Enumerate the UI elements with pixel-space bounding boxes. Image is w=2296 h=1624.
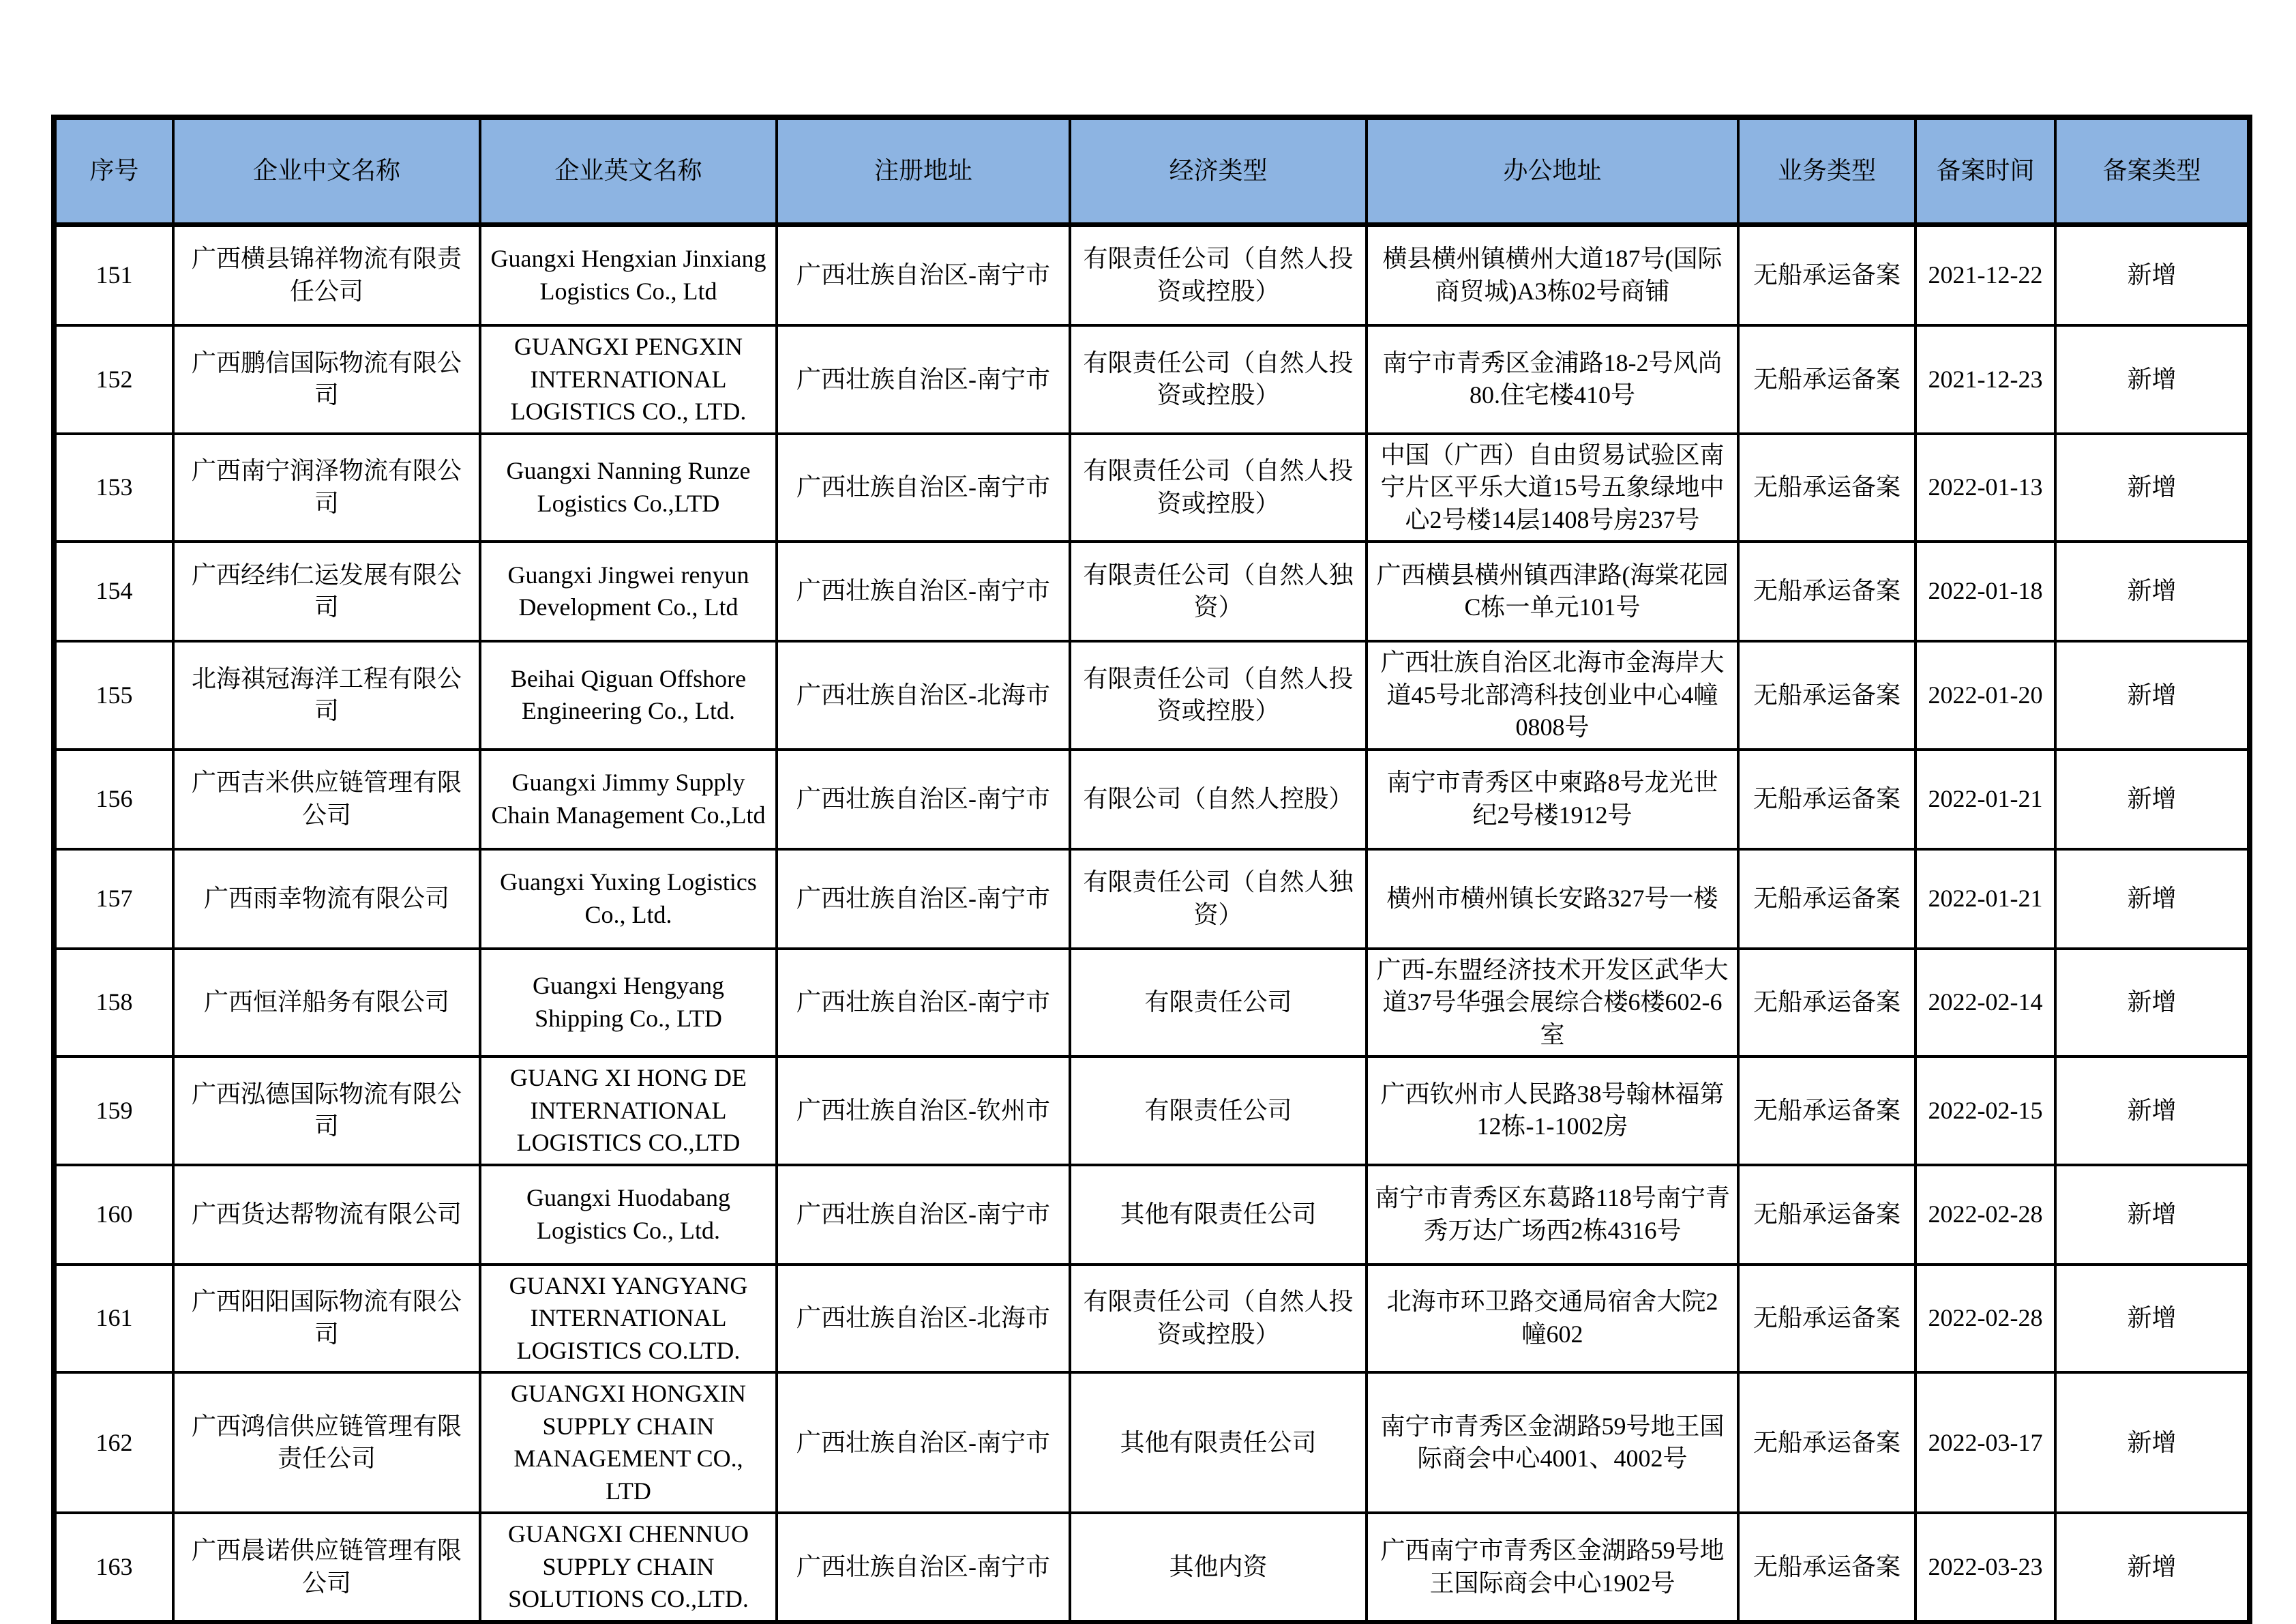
cell-filing-date: 2022-01-21 <box>1915 750 2055 849</box>
cell-company-cn-name: 广西经纬仁运发展有限公司 <box>173 542 480 641</box>
cell-filing-date: 2021-12-23 <box>1915 325 2055 434</box>
cell-office-address: 广西南宁市青秀区金湖路59号地王国际商会中心1902号 <box>1367 1513 1738 1623</box>
cell-filing-type: 新增 <box>2055 641 2250 750</box>
cell-office-address: 南宁市青秀区中柬路8号龙光世纪2号楼1912号 <box>1367 750 1738 849</box>
cell-serial-number: 156 <box>54 750 173 849</box>
cell-company-en-name: GUANGXI HONGXIN SUPPLY CHAIN MANAGEMENT CO., LTD <box>480 1372 777 1513</box>
cell-business-type: 无船承运备案 <box>1738 325 1915 434</box>
cell-company-cn-name: 广西恒洋船务有限公司 <box>173 949 480 1057</box>
cell-office-address: 南宁市青秀区金浦路18-2号风尚80.住宅楼410号 <box>1367 325 1738 434</box>
cell-economic-type: 有限责任公司 <box>1070 949 1367 1057</box>
cell-economic-type: 有限责任公司（自然人投资或控股） <box>1070 434 1367 542</box>
table-row <box>54 1513 2250 1623</box>
cell-filing-type: 新增 <box>2055 1265 2250 1373</box>
cell-filing-date: 2022-01-18 <box>1915 542 2055 641</box>
cell-registered-address: 广西壮族自治区-南宁市 <box>777 1165 1070 1265</box>
cell-economic-type: 有限公司（自然人控股） <box>1070 750 1367 849</box>
cell-filing-type: 新增 <box>2055 949 2250 1057</box>
cell-company-en-name: Guangxi Hengxian Jinxiang Logistics Co., Ltd <box>480 225 777 326</box>
cell-company-en-name: Guangxi Nanning Runze Logistics Co.,LTD <box>480 434 777 542</box>
cell-office-address: 南宁市青秀区金湖路59号地王国际商会中心4001、4002号 <box>1367 1372 1738 1513</box>
header-office-address: 办公地址 <box>1367 117 1738 225</box>
cell-company-cn-name: 北海祺冠海洋工程有限公司 <box>173 641 480 750</box>
header-company-cn-name: 企业中文名称 <box>173 117 480 225</box>
table-row <box>54 434 2250 542</box>
header-registered-address: 注册地址 <box>777 117 1070 225</box>
cell-serial-number: 160 <box>54 1165 173 1265</box>
cell-filing-type: 新增 <box>2055 325 2250 434</box>
table-row <box>54 849 2250 949</box>
header-economic-type: 经济类型 <box>1070 117 1367 225</box>
cell-registered-address: 广西壮族自治区-南宁市 <box>777 1372 1070 1513</box>
company-filing-table <box>51 115 2252 1624</box>
cell-company-cn-name: 广西南宁润泽物流有限公司 <box>173 434 480 542</box>
cell-business-type: 无船承运备案 <box>1738 849 1915 949</box>
cell-company-cn-name: 广西鹏信国际物流有限公司 <box>173 325 480 434</box>
cell-filing-date: 2022-03-17 <box>1915 1372 2055 1513</box>
cell-filing-type: 新增 <box>2055 542 2250 641</box>
cell-serial-number: 157 <box>54 849 173 949</box>
cell-serial-number: 163 <box>54 1513 173 1623</box>
cell-registered-address: 广西壮族自治区-南宁市 <box>777 849 1070 949</box>
cell-business-type: 无船承运备案 <box>1738 1513 1915 1623</box>
cell-office-address: 横县横州镇横州大道187号(国际商贸城)A3栋02号商铺 <box>1367 225 1738 326</box>
table-body <box>54 225 2250 1623</box>
cell-company-cn-name: 广西吉米供应链管理有限公司 <box>173 750 480 849</box>
cell-filing-type: 新增 <box>2055 849 2250 949</box>
cell-economic-type: 有限责任公司（自然人投资或控股） <box>1070 225 1367 326</box>
cell-filing-type: 新增 <box>2055 1165 2250 1265</box>
header-serial-number: 序号 <box>54 117 173 225</box>
cell-economic-type: 有限责任公司（自然人投资或控股） <box>1070 1265 1367 1373</box>
cell-filing-date: 2022-01-20 <box>1915 641 2055 750</box>
cell-serial-number: 154 <box>54 542 173 641</box>
table-row <box>54 1372 2250 1513</box>
cell-business-type: 无船承运备案 <box>1738 750 1915 849</box>
cell-company-en-name: Guangxi Yuxing Logistics Co., Ltd. <box>480 849 777 949</box>
cell-company-cn-name: 广西阳阳国际物流有限公司 <box>173 1265 480 1373</box>
cell-company-en-name: GUANXI YANGYANG INTERNATIONAL LOGISTICS CO.LTD. <box>480 1265 777 1373</box>
cell-office-address: 北海市环卫路交通局宿舍大院2幢602 <box>1367 1265 1738 1373</box>
cell-filing-date: 2022-01-21 <box>1915 849 2055 949</box>
cell-business-type: 无船承运备案 <box>1738 1372 1915 1513</box>
cell-filing-type: 新增 <box>2055 225 2250 326</box>
cell-serial-number: 161 <box>54 1265 173 1373</box>
cell-economic-type: 有限责任公司（自然人投资或控股） <box>1070 325 1367 434</box>
cell-economic-type: 其他内资 <box>1070 1513 1367 1623</box>
cell-filing-type: 新增 <box>2055 1057 2250 1165</box>
cell-business-type: 无船承运备案 <box>1738 1165 1915 1265</box>
cell-company-cn-name: 广西泓德国际物流有限公司 <box>173 1057 480 1165</box>
cell-filing-type: 新增 <box>2055 750 2250 849</box>
cell-company-cn-name: 广西横县锦祥物流有限责任公司 <box>173 225 480 326</box>
cell-serial-number: 158 <box>54 949 173 1057</box>
cell-economic-type: 有限责任公司（自然人独资） <box>1070 849 1367 949</box>
cell-registered-address: 广西壮族自治区-南宁市 <box>777 325 1070 434</box>
cell-company-cn-name: 广西雨幸物流有限公司 <box>173 849 480 949</box>
cell-filing-date: 2022-02-14 <box>1915 949 2055 1057</box>
cell-company-en-name: GUANG XI HONG DE INTERNATIONAL LOGISTICS CO.,LTD <box>480 1057 777 1165</box>
cell-filing-date: 2022-02-15 <box>1915 1057 2055 1165</box>
cell-business-type: 无船承运备案 <box>1738 641 1915 750</box>
cell-office-address: 南宁市青秀区东葛路118号南宁青秀万达广场西2栋4316号 <box>1367 1165 1738 1265</box>
cell-office-address: 广西壮族自治区北海市金海岸大道45号北部湾科技创业中心4幢0808号 <box>1367 641 1738 750</box>
table-row <box>54 750 2250 849</box>
cell-company-cn-name: 广西晨诺供应链管理有限公司 <box>173 1513 480 1623</box>
cell-registered-address: 广西壮族自治区-北海市 <box>777 1265 1070 1373</box>
cell-economic-type: 有限责任公司（自然人投资或控股） <box>1070 641 1367 750</box>
table-row <box>54 542 2250 641</box>
header-filing-type: 备案类型 <box>2055 117 2250 225</box>
cell-company-en-name: Beihai Qiguan Offshore Engineering Co., Ltd. <box>480 641 777 750</box>
cell-business-type: 无船承运备案 <box>1738 225 1915 326</box>
cell-company-en-name: Guangxi Jingwei renyun Development Co., Ltd <box>480 542 777 641</box>
cell-registered-address: 广西壮族自治区-南宁市 <box>777 1513 1070 1623</box>
cell-business-type: 无船承运备案 <box>1738 434 1915 542</box>
cell-registered-address: 广西壮族自治区-南宁市 <box>777 542 1070 641</box>
table-row <box>54 1057 2250 1165</box>
cell-company-en-name: GUANGXI PENGXIN INTERNATIONAL LOGISTICS CO., LTD. <box>480 325 777 434</box>
cell-business-type: 无船承运备案 <box>1738 1057 1915 1165</box>
cell-filing-type: 新增 <box>2055 1513 2250 1623</box>
cell-filing-date: 2022-01-13 <box>1915 434 2055 542</box>
table-row <box>54 641 2250 750</box>
cell-registered-address: 广西壮族自治区-南宁市 <box>777 225 1070 326</box>
table-row <box>54 1165 2250 1265</box>
cell-office-address: 广西-东盟经济技术开发区武华大道37号华强会展综合楼6楼602-6室 <box>1367 949 1738 1057</box>
table-row <box>54 1265 2250 1373</box>
cell-serial-number: 153 <box>54 434 173 542</box>
cell-business-type: 无船承运备案 <box>1738 542 1915 641</box>
cell-economic-type: 有限责任公司 <box>1070 1057 1367 1165</box>
cell-economic-type: 有限责任公司（自然人独资） <box>1070 542 1367 641</box>
cell-company-en-name: Guangxi Hengyang Shipping Co., LTD <box>480 949 777 1057</box>
header-filing-date: 备案时间 <box>1915 117 2055 225</box>
cell-filing-date: 2022-03-23 <box>1915 1513 2055 1623</box>
cell-serial-number: 151 <box>54 225 173 326</box>
cell-filing-date: 2022-02-28 <box>1915 1265 2055 1373</box>
cell-office-address: 广西钦州市人民路38号翰林福第12栋-1-1002房 <box>1367 1057 1738 1165</box>
cell-company-en-name: GUANGXI CHENNUO SUPPLY CHAIN SOLUTIONS CO.,LTD. <box>480 1513 777 1623</box>
cell-business-type: 无船承运备案 <box>1738 1265 1915 1373</box>
table-row <box>54 949 2250 1057</box>
cell-registered-address: 广西壮族自治区-北海市 <box>777 641 1070 750</box>
cell-company-cn-name: 广西鸿信供应链管理有限责任公司 <box>173 1372 480 1513</box>
cell-office-address: 横州市横州镇长安路327号一楼 <box>1367 849 1738 949</box>
cell-registered-address: 广西壮族自治区-钦州市 <box>777 1057 1070 1165</box>
cell-office-address: 广西横县横州镇西津路(海棠花园C栋一单元101号 <box>1367 542 1738 641</box>
cell-company-en-name: Guangxi Huodabang Logistics Co., Ltd. <box>480 1165 777 1265</box>
cell-registered-address: 广西壮族自治区-南宁市 <box>777 434 1070 542</box>
cell-registered-address: 广西壮族自治区-南宁市 <box>777 949 1070 1057</box>
cell-filing-date: 2022-02-28 <box>1915 1165 2055 1265</box>
cell-serial-number: 162 <box>54 1372 173 1513</box>
cell-serial-number: 155 <box>54 641 173 750</box>
table-row <box>54 325 2250 434</box>
header-row <box>54 117 2250 225</box>
cell-serial-number: 152 <box>54 325 173 434</box>
cell-economic-type: 其他有限责任公司 <box>1070 1372 1367 1513</box>
cell-office-address: 中国（广西）自由贸易试验区南宁片区平乐大道15号五象绿地中心2号楼14层1408号房237号 <box>1367 434 1738 542</box>
cell-filing-date: 2021-12-22 <box>1915 225 2055 326</box>
cell-economic-type: 其他有限责任公司 <box>1070 1165 1367 1265</box>
header-business-type: 业务类型 <box>1738 117 1915 225</box>
cell-filing-type: 新增 <box>2055 1372 2250 1513</box>
cell-company-en-name: Guangxi Jimmy Supply Chain Management Co.,Ltd <box>480 750 777 849</box>
cell-business-type: 无船承运备案 <box>1738 949 1915 1057</box>
cell-company-cn-name: 广西货达帮物流有限公司 <box>173 1165 480 1265</box>
cell-serial-number: 159 <box>54 1057 173 1165</box>
cell-registered-address: 广西壮族自治区-南宁市 <box>777 750 1070 849</box>
header-company-en-name: 企业英文名称 <box>480 117 777 225</box>
table-row <box>54 225 2250 326</box>
cell-filing-type: 新增 <box>2055 434 2250 542</box>
